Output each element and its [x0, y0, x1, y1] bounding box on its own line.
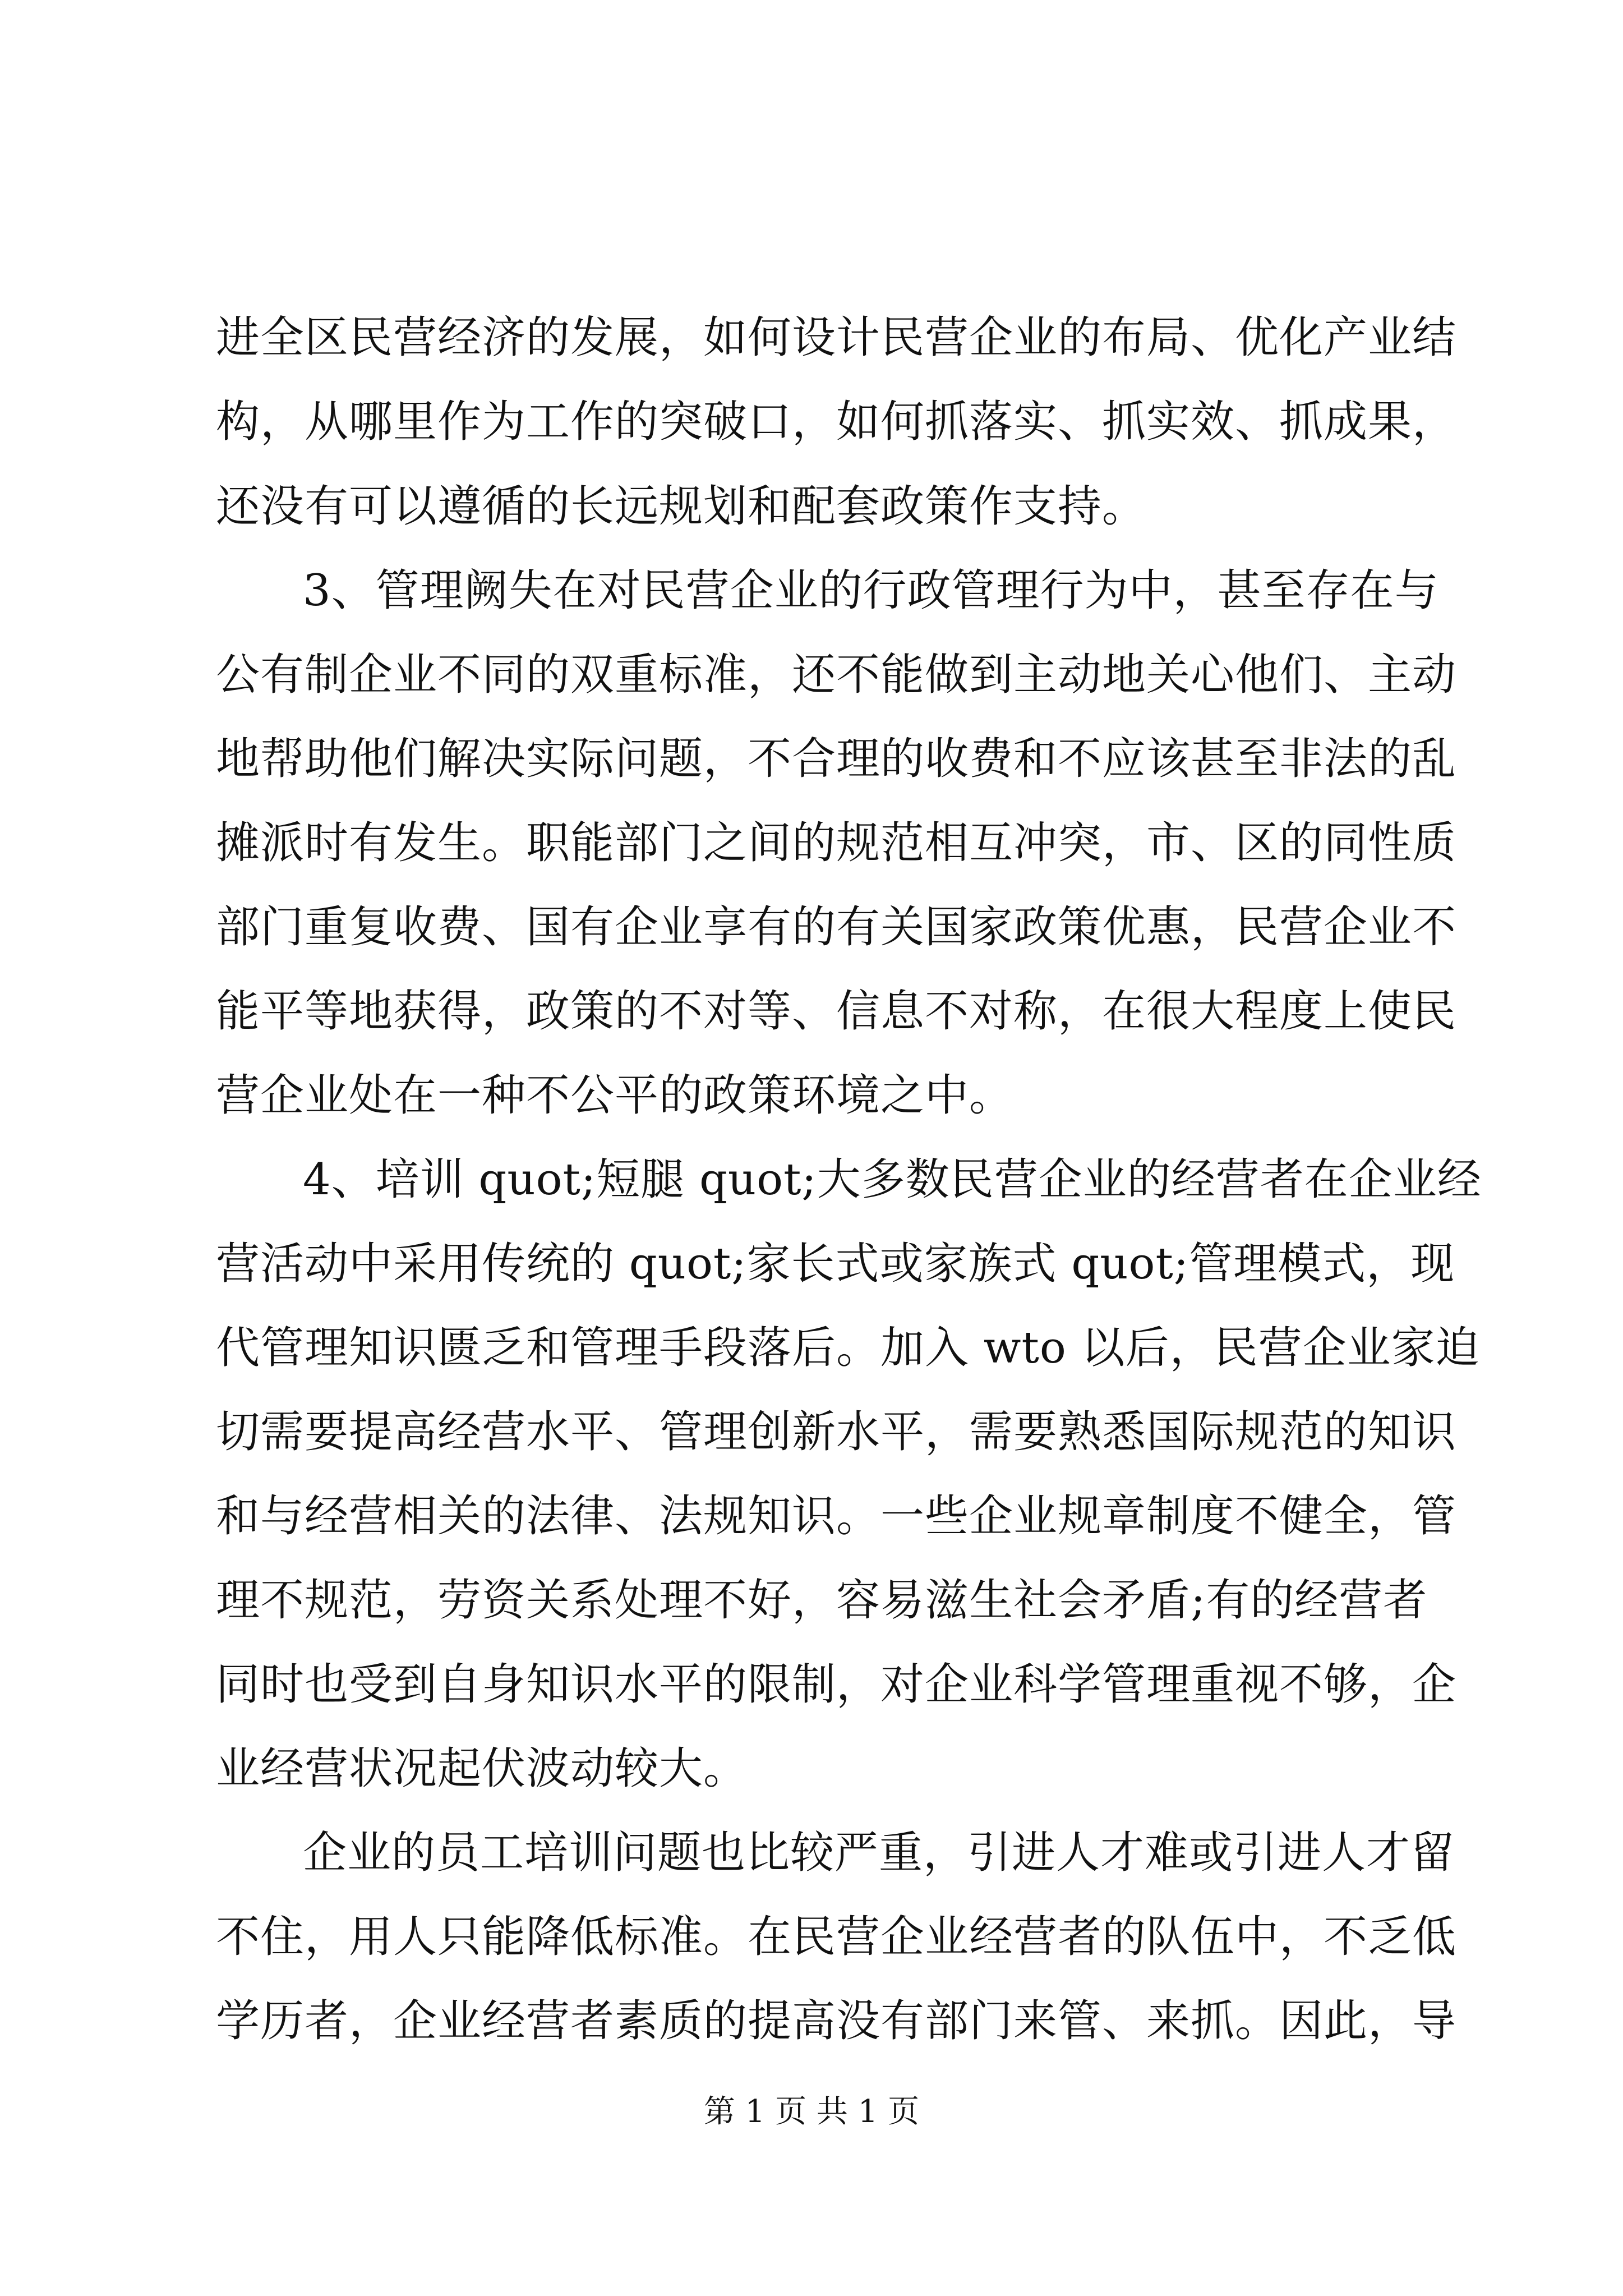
text-line: 理不规范，劳资关系处理不好，容易滋生社会矛盾;有的经营者 [216, 1575, 1428, 1626]
text-line: 切需要提高经营水平、管理创新水平，需要熟悉国际规范的知识 [216, 1407, 1457, 1457]
text-line: 营活动中采用传统的 quot;家长式或家族式 quot;管理模式，现 [216, 1239, 1455, 1289]
text-line: 地帮助他们解决实际问题，不合理的收费和不应该甚至非法的乱 [216, 734, 1457, 784]
text-line: 部门重复收费、国有企业享有的有关国家政策优惠，民营企业不 [216, 902, 1457, 953]
text-line: 进全区民营经济的发展，如何设计民营企业的布局、优化产业结 [216, 312, 1457, 363]
text-line: 能平等地获得，政策的不对等、信息不对称，在很大程度上使民 [216, 986, 1457, 1037]
text-line: 公有制企业不同的双重标准，还不能做到主动地关心他们、主动 [216, 650, 1457, 700]
text-line: 业经营状况起伏波动较大。 [216, 1743, 748, 1794]
text-line: 构，从哪里作为工作的突破口，如何抓落实、抓实效、抓成果， [216, 397, 1457, 447]
text-line: 还没有可以遵循的长远规划和配套政策作支持。 [216, 481, 1147, 532]
text-line: 4、培训 quot;短腿 quot;大多数民营企业的经营者在企业经 [303, 1154, 1482, 1205]
text-line: 企业的员工培训问题也比较严重，引进人才难或引进人才留 [303, 1828, 1455, 1878]
page-footer: 第 1 页 共 1 页 [703, 2093, 920, 2130]
text-line: 同时也受到自身知识水平的限制，对企业科学管理重视不够，企 [216, 1659, 1457, 1710]
text-line: 和与经营相关的法律、法规知识。一些企业规章制度不健全，管 [216, 1491, 1457, 1542]
text-line: 摊派时有发生。职能部门之间的规范相互冲突，市、区的同性质 [216, 818, 1457, 868]
text-line: 3、管理阙失在对民营企业的行政管理行为中，甚至存在与 [303, 565, 1439, 616]
text-line: 学历者，企业经营者素质的提高没有部门来管、来抓。因此，导 [216, 1996, 1457, 2046]
text-line: 代管理知识匮乏和管理手段落后。加入 wto 以后，民营企业家迫 [216, 1323, 1480, 1373]
text-line: 不住，用人只能降低标准。在民营企业经营者的队伍中，不乏低 [216, 1912, 1457, 1962]
text-line: 营企业处在一种不公平的政策环境之中。 [216, 1070, 1014, 1121]
